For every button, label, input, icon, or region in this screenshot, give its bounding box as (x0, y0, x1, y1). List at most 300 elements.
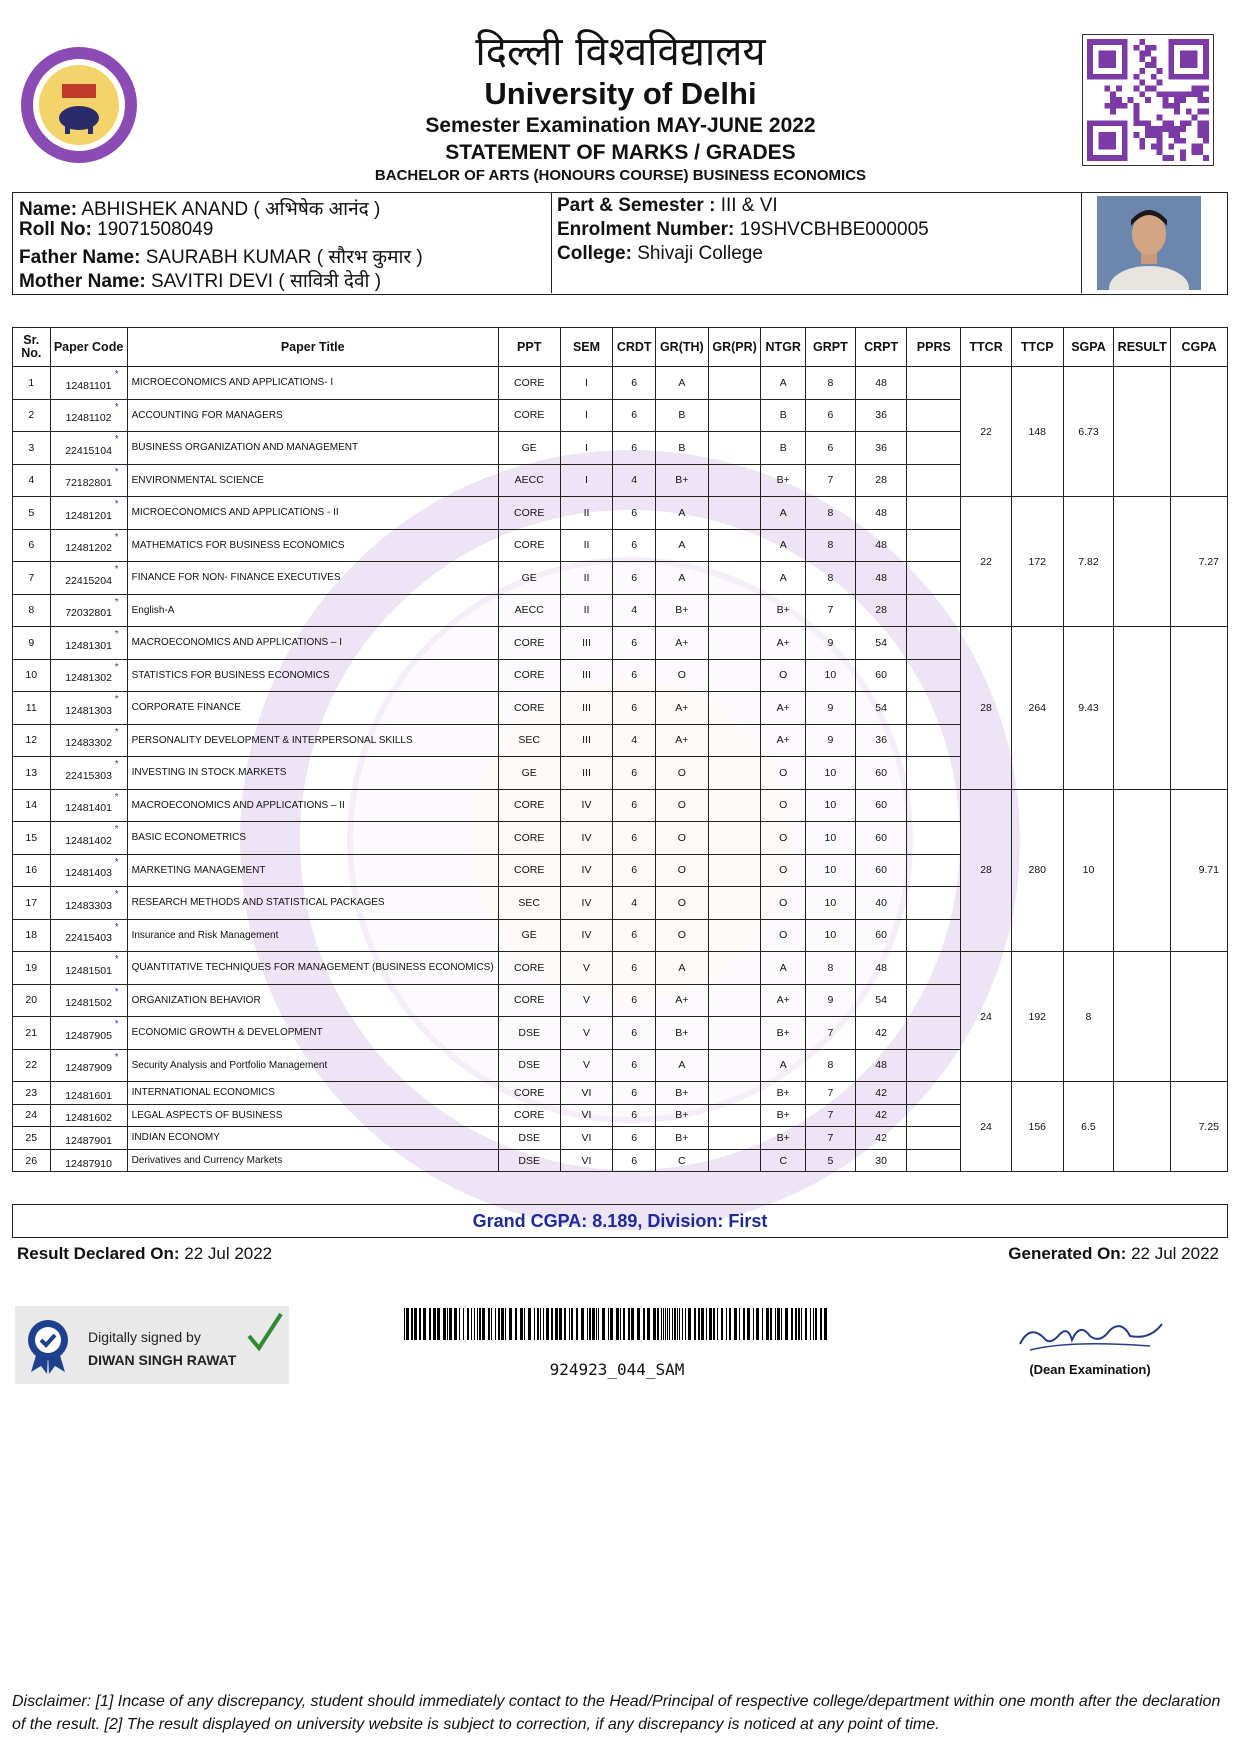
cell-grth: A+ (655, 984, 708, 1017)
cell-title: INVESTING IN STOCK MARKETS (127, 757, 498, 790)
enrolment-line (557, 219, 929, 241)
paper-code: 72182801 (65, 477, 112, 490)
cell-ntgr: B+ (761, 594, 806, 627)
cell-pprs (907, 1082, 961, 1105)
cell-title: Insurance and Risk Management (127, 919, 498, 952)
semester-ttcp: 192 (1011, 952, 1063, 1082)
cell-crdt: 6 (613, 692, 656, 725)
cell-sr: 6 (13, 529, 51, 562)
cell-grth: B+ (655, 464, 708, 497)
marks-table (12, 327, 1228, 1172)
cell-grth: A+ (655, 724, 708, 757)
paper-code: 12487905 (65, 1029, 112, 1042)
father-name: SAURABH KUMAR ( सौरभ कुमार ) (145, 247, 423, 268)
cell-ppt: CORE (498, 367, 560, 400)
cell-sr: 13 (13, 757, 51, 790)
cell-ppt: DSE (498, 1017, 560, 1050)
cell-grpr (708, 1127, 761, 1150)
cell-grpt: 7 (806, 594, 856, 627)
paper-code: 12481403 (65, 867, 112, 880)
cell-ppt: GE (498, 757, 560, 790)
cell-ppt: CORE (498, 692, 560, 725)
signer-name: DIWAN SINGH RAWAT (88, 1352, 237, 1368)
generated-date: 22 Jul 2022 (1131, 1244, 1219, 1263)
cell-code (50, 399, 127, 432)
cell-code (50, 1127, 127, 1150)
cell-ntgr: A (761, 497, 806, 530)
semester-ttcp: 172 (1011, 497, 1063, 627)
cell-grpt: 10 (806, 822, 856, 855)
mother-label: Mother Name: (19, 271, 146, 292)
cell-ntgr: A+ (761, 692, 806, 725)
asterisk-mark: * (114, 889, 119, 900)
cell-grpr (708, 984, 761, 1017)
cell-title: MACROECONOMICS AND APPLICATIONS – I (127, 627, 498, 660)
dean-label: (Dean Examination) (1029, 1362, 1151, 1377)
cell-crpt: 42 (855, 1082, 907, 1105)
column-header: GR(PR) (708, 328, 761, 367)
cell-crdt: 6 (613, 854, 656, 887)
cell-crdt: 6 (613, 789, 656, 822)
student-info-box (12, 192, 1228, 295)
paper-code: 72032801 (65, 607, 112, 620)
cell-grth: A (655, 529, 708, 562)
cell-pprs (907, 497, 961, 530)
cell-crdt: 6 (613, 659, 656, 692)
cell-pprs (907, 757, 961, 790)
cell-grpr (708, 854, 761, 887)
semester-ttcp: 148 (1011, 367, 1063, 497)
check-icon (245, 1310, 285, 1354)
cell-pprs (907, 659, 961, 692)
asterisk-mark: * (114, 629, 119, 640)
paper-code: 12481502 (65, 997, 112, 1010)
cell-crdt: 6 (613, 1082, 656, 1105)
cell-title: BUSINESS ORGANIZATION AND MANAGEMENT (127, 432, 498, 465)
cell-sem: I (560, 432, 613, 465)
qr-code-icon (1082, 34, 1214, 166)
asterisk-mark: * (114, 694, 119, 705)
cell-code (50, 464, 127, 497)
cell-sr: 20 (13, 984, 51, 1017)
cell-sem: III (560, 724, 613, 757)
cell-sem: II (560, 529, 613, 562)
cell-title: INDIAN ECONOMY (127, 1127, 498, 1150)
cell-sr: 5 (13, 497, 51, 530)
semester-result (1114, 627, 1171, 790)
cell-grpt: 7 (806, 1017, 856, 1050)
roll-label: Roll No: (19, 219, 92, 240)
cell-crdt: 6 (613, 984, 656, 1017)
cell-title: ENVIRONMENTAL SCIENCE (127, 464, 498, 497)
cell-grpt: 7 (806, 1104, 856, 1127)
cell-grpr (708, 399, 761, 432)
cell-grpt: 9 (806, 724, 856, 757)
cell-title: MACROECONOMICS AND APPLICATIONS – II (127, 789, 498, 822)
cell-ntgr: B (761, 399, 806, 432)
paper-code: 12481401 (65, 802, 112, 815)
cell-code (50, 854, 127, 887)
cell-ntgr: B+ (761, 1017, 806, 1050)
asterisk-mark: * (114, 1051, 119, 1063)
cell-grpt: 10 (806, 887, 856, 920)
cell-ppt: CORE (498, 822, 560, 855)
cell-grpr (708, 692, 761, 725)
cell-pprs (907, 529, 961, 562)
asterisk-mark: * (114, 564, 119, 575)
cell-ntgr: B+ (761, 1127, 806, 1150)
semester-result (1114, 497, 1171, 627)
cell-crdt: 6 (613, 627, 656, 660)
cell-ntgr: O (761, 887, 806, 920)
cell-grth: C (655, 1149, 708, 1172)
cell-ntgr: A+ (761, 724, 806, 757)
cell-sem: II (560, 562, 613, 595)
cell-sr: 19 (13, 952, 51, 985)
semester-ttcr: 22 (961, 367, 1012, 497)
semester-cgpa: 7.27 (1171, 497, 1228, 627)
verified-badge-icon (25, 1318, 71, 1374)
paper-code: 22415204 (65, 574, 112, 587)
semester-result (1114, 1082, 1171, 1172)
father-label: Father Name: (19, 247, 141, 268)
cell-crdt: 6 (613, 757, 656, 790)
cell-sr: 4 (13, 464, 51, 497)
cell-crdt: 6 (613, 399, 656, 432)
cell-grpr (708, 1049, 761, 1082)
cell-code (50, 1149, 127, 1172)
cell-grpr (708, 1017, 761, 1050)
cell-sr: 7 (13, 562, 51, 595)
college-label: College: (557, 243, 632, 264)
cell-pprs (907, 952, 961, 985)
digital-signature-box (15, 1306, 289, 1384)
semester-sgpa: 6.5 (1063, 1082, 1114, 1172)
name-label: Name: (19, 199, 78, 220)
cell-pprs (907, 1104, 961, 1127)
cell-pprs (907, 822, 961, 855)
cell-grpr (708, 822, 761, 855)
generated-on (1008, 1244, 1219, 1264)
cell-grth: B+ (655, 1017, 708, 1050)
semester-ttcp: 264 (1011, 627, 1063, 790)
cell-title: ECONOMIC GROWTH & DEVELOPMENT (127, 1017, 498, 1050)
cell-ppt: CORE (498, 627, 560, 660)
column-header: RESULT (1114, 328, 1171, 367)
cell-grpt: 7 (806, 1082, 856, 1105)
cell-ntgr: O (761, 757, 806, 790)
cell-grpt: 6 (806, 432, 856, 465)
cell-code (50, 887, 127, 920)
cell-ntgr: B+ (761, 1104, 806, 1127)
cell-ntgr: A (761, 529, 806, 562)
cell-grth: A (655, 952, 708, 985)
grand-cgpa: Grand CGPA: 8.189, Division: First (12, 1204, 1228, 1238)
cell-grpr (708, 529, 761, 562)
cell-grpr (708, 562, 761, 595)
asterisk-mark: * (114, 499, 119, 510)
column-header: Sr. No. (13, 328, 51, 367)
cell-crpt: 54 (855, 627, 907, 660)
cell-sem: III (560, 627, 613, 660)
cell-ppt: GE (498, 562, 560, 595)
cell-grpr (708, 789, 761, 822)
column-header: GR(TH) (655, 328, 708, 367)
cell-code (50, 1082, 127, 1105)
cell-grth: B+ (655, 1104, 708, 1127)
cell-pprs (907, 562, 961, 595)
cell-code (50, 367, 127, 400)
cell-grth: B+ (655, 1082, 708, 1105)
cell-ntgr: O (761, 789, 806, 822)
cell-grpr (708, 919, 761, 952)
column-header: CRDT (613, 328, 656, 367)
cell-sem: IV (560, 822, 613, 855)
asterisk-mark: * (114, 856, 119, 868)
semester-cgpa (1171, 367, 1228, 497)
cell-grpr (708, 757, 761, 790)
cell-title: MICROECONOMICS AND APPLICATIONS- I (127, 367, 498, 400)
semester-result (1114, 952, 1171, 1082)
cell-code (50, 529, 127, 562)
column-header: SEM (560, 328, 613, 367)
father-line (19, 243, 423, 269)
university-name: University of Delhi (484, 76, 757, 111)
cell-ntgr: O (761, 919, 806, 952)
column-header: CRPT (855, 328, 907, 367)
column-header: PPRS (907, 328, 961, 367)
cell-crpt: 54 (855, 692, 907, 725)
university-name-hindi: दिल्ली विश्वविद्यालय (475, 29, 766, 75)
cell-crdt: 4 (613, 464, 656, 497)
cell-grpt: 7 (806, 464, 856, 497)
cell-grpt: 8 (806, 529, 856, 562)
cell-ppt: SEC (498, 887, 560, 920)
cell-grpr (708, 367, 761, 400)
roll-line (19, 219, 213, 241)
table-row (13, 627, 1228, 660)
paper-code: 12481601 (65, 1089, 112, 1102)
paper-code: 12481101 (65, 379, 112, 392)
paper-code: 12481302 (65, 672, 112, 685)
cell-ppt: SEC (498, 724, 560, 757)
paper-code: 12481202 (65, 542, 112, 555)
cell-title: PERSONALITY DEVELOPMENT & INTERPERSONAL SKILLS (127, 724, 498, 757)
cell-ntgr: A (761, 1049, 806, 1082)
cell-sem: I (560, 367, 613, 400)
cell-code (50, 822, 127, 855)
cell-crdt: 6 (613, 1127, 656, 1150)
enrolment-number: 19SHVCBHBE000005 (739, 219, 929, 240)
cell-sem: II (560, 594, 613, 627)
cell-grth: A (655, 562, 708, 595)
table-row (13, 1082, 1228, 1105)
cell-code (50, 952, 127, 985)
roll-number: 19071508049 (97, 219, 214, 240)
cell-crpt: 48 (855, 952, 907, 985)
cell-grpr (708, 432, 761, 465)
paper-code: 12481301 (65, 639, 112, 652)
declared-label: Result Declared On: (17, 1244, 180, 1263)
asterisk-mark: * (114, 986, 119, 998)
cell-code (50, 562, 127, 595)
cell-grth: B (655, 432, 708, 465)
cell-code (50, 594, 127, 627)
cell-sr: 15 (13, 822, 51, 855)
paper-code: 12481303 (65, 704, 112, 717)
course-title: BACHELOR OF ARTS (HONOURS COURSE) BUSINESS ECONOMICS (374, 167, 867, 184)
cell-grpt: 8 (806, 1049, 856, 1082)
column-header: Paper Title (127, 328, 498, 367)
cell-crpt: 40 (855, 887, 907, 920)
cell-crpt: 48 (855, 1049, 907, 1082)
cell-grth: A (655, 497, 708, 530)
cell-crpt: 36 (855, 724, 907, 757)
cell-code (50, 627, 127, 660)
cell-grpt: 6 (806, 399, 856, 432)
cell-ntgr: O (761, 822, 806, 855)
cell-pprs (907, 724, 961, 757)
cell-sr: 2 (13, 399, 51, 432)
cell-sr: 23 (13, 1082, 51, 1105)
cell-grpt: 8 (806, 952, 856, 985)
student-info-right (551, 193, 1082, 293)
cell-pprs (907, 367, 961, 400)
cell-grpr (708, 952, 761, 985)
cell-sem: VI (560, 1127, 613, 1150)
cell-crdt: 6 (613, 497, 656, 530)
cell-sem: III (560, 757, 613, 790)
cell-grpt: 8 (806, 562, 856, 595)
cell-crdt: 6 (613, 1149, 656, 1172)
cell-crdt: 6 (613, 432, 656, 465)
cell-pprs (907, 854, 961, 887)
paper-code: 22415403 (65, 932, 112, 945)
cell-sr: 8 (13, 594, 51, 627)
cell-sem: IV (560, 919, 613, 952)
cell-crpt: 60 (855, 854, 907, 887)
barcode-icon (404, 1308, 830, 1340)
paper-code: 12481602 (65, 1112, 112, 1125)
cell-crpt: 48 (855, 497, 907, 530)
cell-code (50, 984, 127, 1017)
cell-pprs (907, 1149, 961, 1172)
result-declared (17, 1244, 272, 1264)
cell-ppt: CORE (498, 1082, 560, 1105)
cell-crpt: 36 (855, 399, 907, 432)
cell-grpr (708, 594, 761, 627)
cell-grpt: 8 (806, 367, 856, 400)
cell-sr: 25 (13, 1127, 51, 1150)
cell-sem: V (560, 1049, 613, 1082)
cell-pprs (907, 789, 961, 822)
cell-crpt: 60 (855, 757, 907, 790)
cell-crpt: 42 (855, 1017, 907, 1050)
cell-ppt: GE (498, 432, 560, 465)
cell-crdt: 6 (613, 1104, 656, 1127)
cell-sr: 1 (13, 367, 51, 400)
table-header-row (13, 328, 1228, 367)
cell-crpt: 28 (855, 464, 907, 497)
cell-grth: A+ (655, 627, 708, 660)
cell-ppt: CORE (498, 659, 560, 692)
cell-crpt: 60 (855, 659, 907, 692)
cell-title: LEGAL ASPECTS OF BUSINESS (127, 1104, 498, 1127)
cell-crdt: 6 (613, 1049, 656, 1082)
student-name-line (19, 195, 380, 221)
barcode-number: 924923_044_SAM (549, 1360, 685, 1379)
cell-sr: 3 (13, 432, 51, 465)
paper-code: 12487901 (65, 1134, 112, 1147)
cell-crdt: 6 (613, 822, 656, 855)
cell-ntgr: B+ (761, 464, 806, 497)
paper-code: 12481402 (65, 834, 112, 847)
cell-grth: B+ (655, 1127, 708, 1150)
paper-code: 12481102 (65, 412, 112, 425)
semester-sgpa: 9.43 (1063, 627, 1114, 790)
cell-crdt: 6 (613, 529, 656, 562)
cell-pprs (907, 919, 961, 952)
college-line (557, 243, 763, 265)
cell-title: BASIC ECONOMETRICS (127, 822, 498, 855)
cell-sr: 9 (13, 627, 51, 660)
cell-ppt: CORE (498, 497, 560, 530)
cell-title: RESEARCH METHODS AND STATISTICAL PACKAGES (127, 887, 498, 920)
part-label: Part & Semester : (557, 195, 716, 216)
cell-crdt: 4 (613, 594, 656, 627)
cell-ppt: CORE (498, 789, 560, 822)
cell-crdt: 4 (613, 724, 656, 757)
cell-pprs (907, 1127, 961, 1150)
paper-code: 12483302 (65, 737, 112, 750)
asterisk-mark: * (114, 434, 119, 445)
cell-crpt: 60 (855, 789, 907, 822)
cell-grpr (708, 627, 761, 660)
column-header: TTCR (961, 328, 1012, 367)
column-header: PPT (498, 328, 560, 367)
cell-grpt: 9 (806, 692, 856, 725)
cell-title: MATHEMATICS FOR BUSINESS ECONOMICS (127, 529, 498, 562)
cell-grth: O (655, 789, 708, 822)
cell-code (50, 659, 127, 692)
cell-grth: O (655, 757, 708, 790)
cell-title: INTERNATIONAL ECONOMICS (127, 1082, 498, 1105)
cell-pprs (907, 432, 961, 465)
asterisk-mark: * (114, 466, 119, 478)
paper-code: 22415104 (65, 444, 112, 457)
cell-grpt: 9 (806, 984, 856, 1017)
cell-pprs (907, 887, 961, 920)
generated-label: Generated On: (1008, 1244, 1127, 1263)
paper-code: 12481201 (65, 509, 112, 522)
cell-ppt: DSE (498, 1127, 560, 1150)
cell-ppt: CORE (498, 399, 560, 432)
column-header: Paper Code (50, 328, 127, 367)
cell-crpt: 60 (855, 822, 907, 855)
disclaimer: Disclaimer: [1] Incase of any discrepancy, student should immediately contact to the Head/Principal of respective college/department within one month after the declaration of the result. [2] The result displayed on university website is subject to correction, if any discrepancy is noticed at any point of time. (12, 1693, 1221, 1733)
cell-ppt: CORE (498, 529, 560, 562)
cell-pprs (907, 692, 961, 725)
cell-title: ACCOUNTING FOR MANAGERS (127, 399, 498, 432)
cell-code (50, 789, 127, 822)
semester-cgpa (1171, 952, 1228, 1082)
cell-title: Security Analysis and Portfolio Management (127, 1049, 498, 1082)
cell-crdt: 6 (613, 919, 656, 952)
cell-pprs (907, 627, 961, 660)
student-name: ABHISHEK ANAND ( अभिषेक आनंद ) (81, 199, 381, 220)
semester-cgpa: 9.71 (1171, 789, 1228, 952)
cell-sr: 18 (13, 919, 51, 952)
